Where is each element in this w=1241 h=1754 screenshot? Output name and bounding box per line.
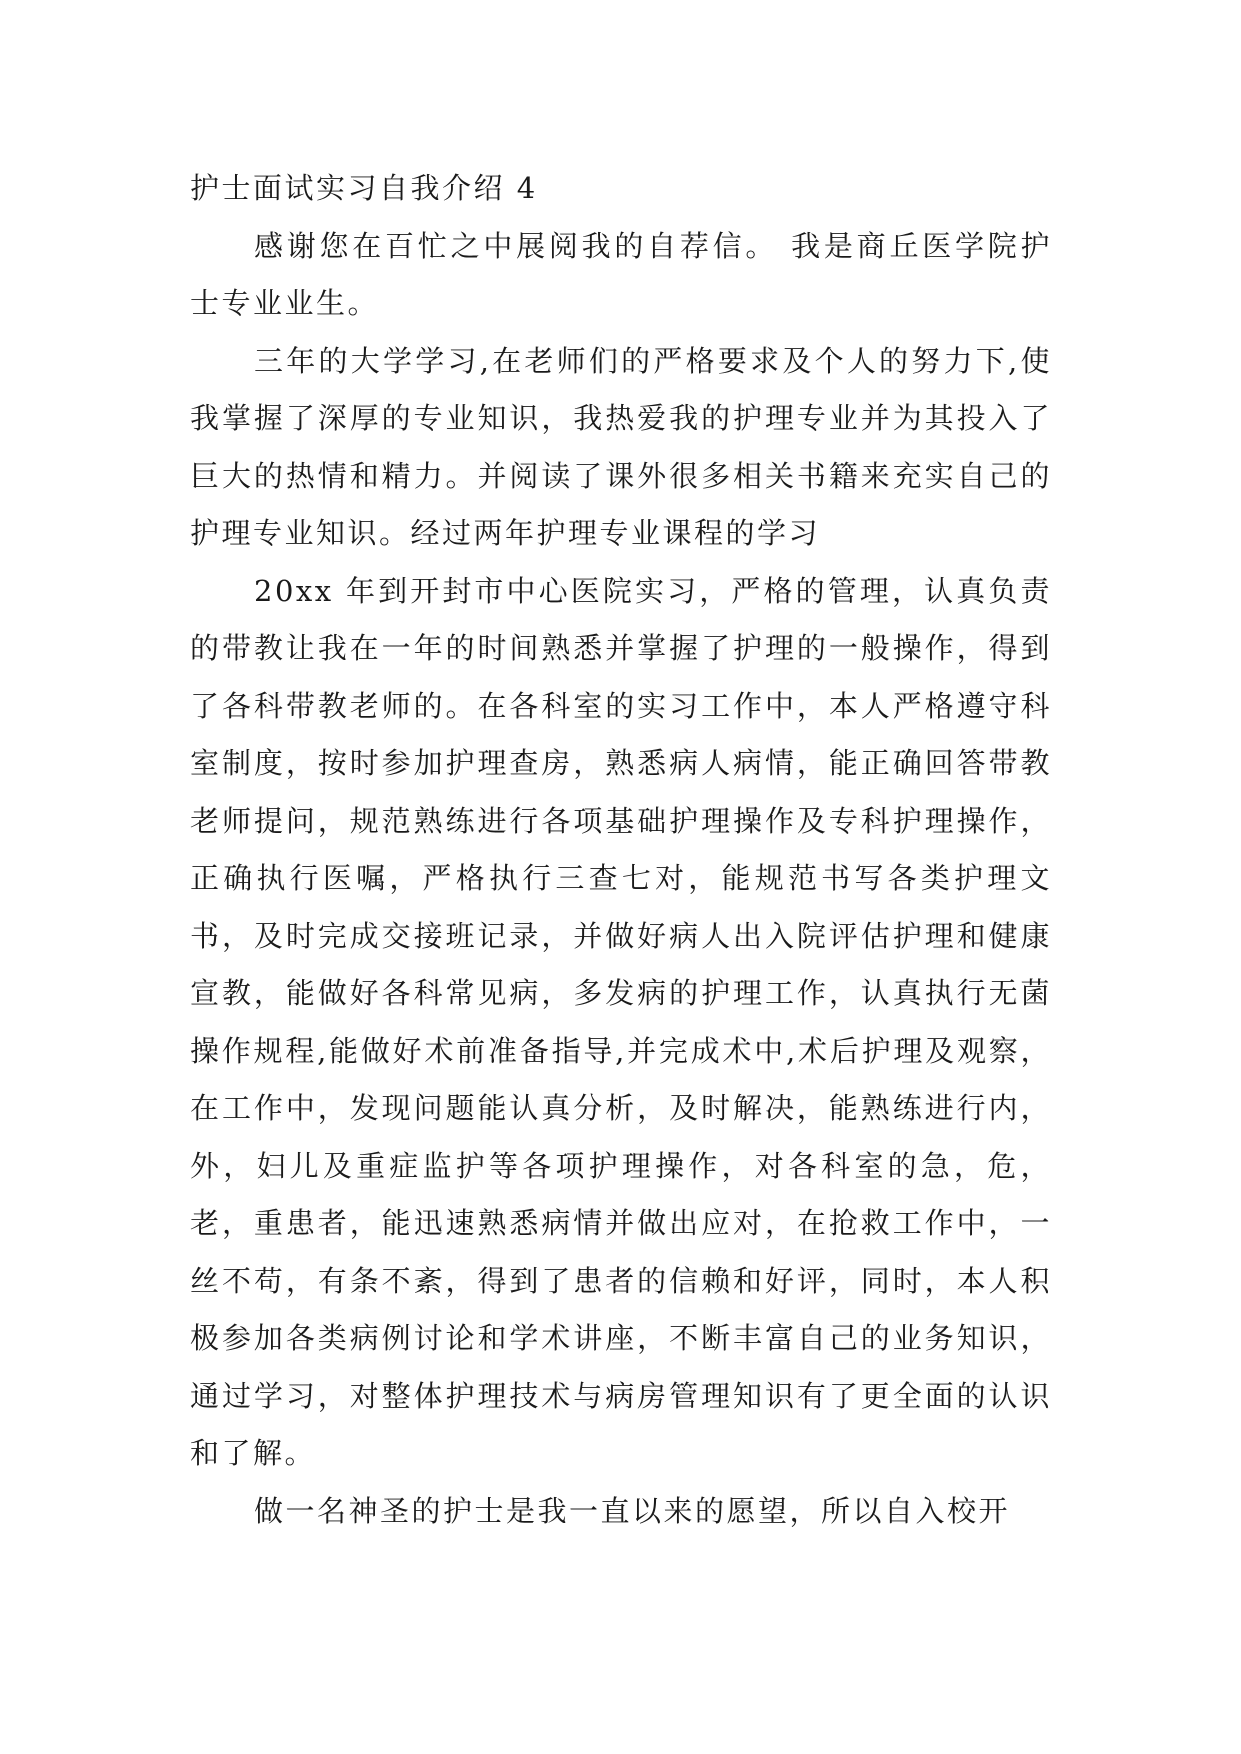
document-body [190,160,1052,1540]
document-title: 护士面试实习自我介绍 4 [190,171,538,205]
paragraph-aspiration: 做一名神圣的护士是我一直以来的愿望，所以自入校开 [254,1493,1011,1528]
paragraph-study: 三年的大学学习,在老师们的严格要求及个人的努力下,使我掌握了深厚的专业知识，我热爱我的护理专业并为其投入了巨大的热情和精力。并阅读了课外很多相关书籍来充实自己的护理专业知识。经过两年护理专业课程的学习 [190,343,1052,550]
paragraph-internship: 20xx 年到开封市中心医院实习，严格的管理，认真负责的带教让我在一年的时间熟悉并掌握了护理的一般操作，得到了各科带教老师的。在各科室的实习工作中，本人严格遵守科室制度，按时参加护理查房，熟悉病人病情，能正确回答带教老师提问，规范熟练进行各项基础护理操作及专科护理操作，正确执行医嘱，严格执行三查七对，能规范书写各类护理文书，及时完成交接班记录，并做好病人出入院评估护理和健康宣教，能做好各科常见病，多发病的护理工作，认真执行无菌操作规程,能做好术前准备指导,并完成术中,术后护理及观察，在工作中，发现问题能认真分析，及时解决，能熟练进行内，外，妇儿及重症监护等各项护理操作，对各科室的急，危，老，重患者，能迅速熟悉病情并做出应对，在抢救工作中，一丝不苟，有条不紊，得到了患者的信赖和好评，同时，本人积极参加各类病例讨论和学术讲座，不断丰富自己的业务知识，通过学习，对整体护理技术与病房管理知识有了更全面的认识和了解。 [190,573,1052,1470]
paragraph-thanks: 感谢您在百忙之中展阅我的自荐信。 我是商丘医学院护士专业业生。 [190,228,1052,320]
